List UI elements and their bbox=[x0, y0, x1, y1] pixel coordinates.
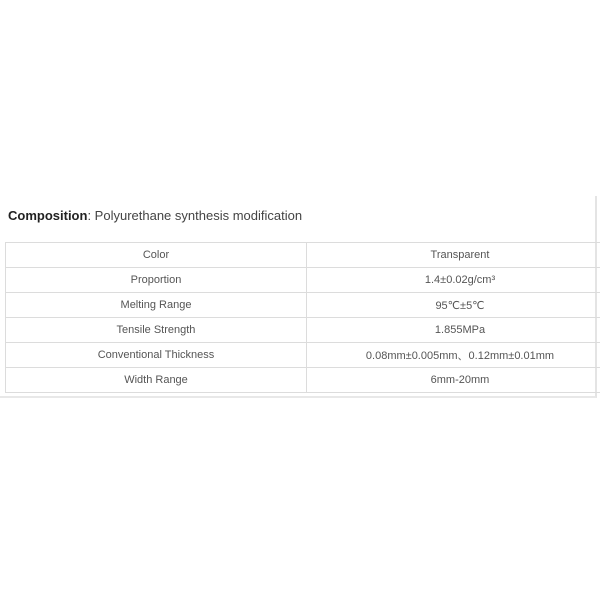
table-row bbox=[6, 343, 600, 368]
table-row bbox=[6, 368, 600, 393]
spec-name-conventional-thickness: Conventional Thickness bbox=[6, 343, 307, 368]
spec-value-proportion: 1.4±0.02g/cm³ bbox=[307, 268, 600, 293]
product-spec-panel bbox=[0, 196, 597, 398]
spec-value-color: Transparent bbox=[307, 243, 600, 268]
table-row bbox=[6, 243, 600, 268]
spec-name-width-range: Width Range bbox=[6, 368, 307, 393]
spec-value-conventional-thickness: 0.08mm±0.005mm、0.12mm±0.01mm bbox=[307, 343, 600, 368]
spec-name-melting-range: Melting Range bbox=[6, 293, 307, 318]
spec-table bbox=[5, 242, 600, 393]
spec-value-width-range: 6mm-20mm bbox=[307, 368, 600, 393]
composition-line bbox=[8, 208, 302, 223]
spec-name-color: Color bbox=[6, 243, 307, 268]
spec-value-tensile-strength: 1.855MPa bbox=[307, 318, 600, 343]
table-row bbox=[6, 293, 600, 318]
composition-separator: : bbox=[87, 208, 95, 223]
table-row bbox=[6, 318, 600, 343]
composition-value: Polyurethane synthesis modification bbox=[94, 208, 303, 223]
spec-value-melting-range: 95℃±5℃ bbox=[307, 293, 600, 318]
spec-name-proportion: Proportion bbox=[6, 268, 307, 293]
table-row bbox=[6, 268, 600, 293]
spec-name-tensile-strength: Tensile Strength bbox=[6, 318, 307, 343]
composition-label: Composition bbox=[8, 208, 88, 223]
